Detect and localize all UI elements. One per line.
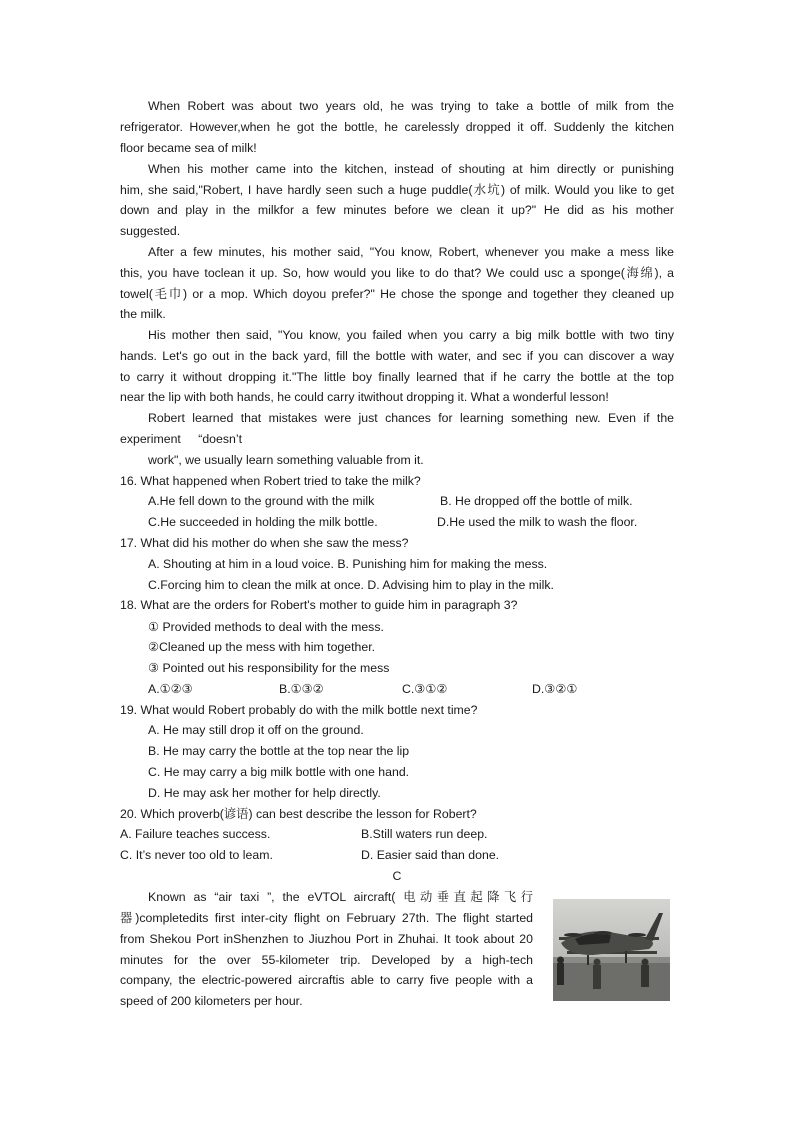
passage-b-p3-line3: towel(毛巾) or a mop. Which doyou prefer?" He chose the sponge and together they cleaned up — [120, 287, 674, 301]
passage-b-p4-line2: hands. Let's go out in the back yard, fill the bottle with water, and sec if you can discover a way — [120, 349, 674, 363]
passage-b-p3-line2: this, you have toclean it up. So, how would you like to do that? We could usc a sponge(海绵), a — [120, 266, 674, 280]
evtol-aircraft-photo — [553, 899, 670, 1001]
passage-b-p5-line2: experiment “doesn’t — [120, 432, 242, 446]
passage-b-p2-line4: suggested. — [120, 224, 181, 238]
passage-c-line1: Known as “air taxi ”, the eVTOL aircraft( 电动垂直起降飞行 — [148, 890, 533, 904]
question-18-option-a: A.①②③ — [148, 682, 193, 696]
question-16-option-d: D.He used the milk to wash the floor. — [437, 515, 638, 529]
question-19-option-a: A. He may still drop it off on the ground. — [148, 723, 364, 737]
question-20-option-a: A. Failure teaches success. — [120, 827, 271, 841]
passage-c-heading: C — [392, 869, 402, 883]
passage-b-p1-line1: When Robert was about two years old, he was trying to take a bottle of milk from the — [148, 99, 674, 113]
passage-c-line3: from Shekou Port inShenzhen to Jiuzhou Port in Zhuhai. It took about 20 — [120, 932, 533, 946]
question-20-stem: 20. Which proverb(谚语) can best describe the lesson for Robert? — [120, 807, 477, 821]
passage-b-p3-line1: After a few minutes, his mother said, "You know, Robert, whenever you make a mess like — [148, 245, 674, 259]
question-18-item-2: ②Cleaned up the mess with him together. — [148, 640, 376, 654]
question-18-item-3: ③ Pointed out his responsibility for the mess — [148, 661, 390, 675]
passage-c-line4: minutes for the over 55-kilometer trip. Developed by a high-tech — [120, 953, 533, 967]
question-17-options-ab: A. Shouting at him in a loud voice. B. Punishing him for making the mess. — [148, 557, 548, 571]
question-16-option-c: C.He succeeded in holding the milk bottle. — [148, 515, 378, 529]
question-18-option-d: D.③②① — [532, 682, 578, 696]
passage-b-p1-line3: floor became sea of milk! — [120, 141, 257, 155]
passage-b-p1-line2: refrigerator. However,when he got the bottle, he carelessly dropped it off. Suddenly the kitchen — [120, 120, 674, 134]
passage-b-p2-line1: When his mother came into the kitchen, instead of shouting at him directly or punishing — [148, 162, 674, 176]
question-16-option-a: A.He fell down to the ground with the milk — [148, 494, 375, 508]
question-18-option-b: B.①③② — [279, 682, 324, 696]
question-17-stem: 17. What did his mother do when she saw the mess? — [120, 536, 409, 550]
question-16-stem: 16. What happened when Robert tried to take the milk? — [120, 474, 421, 488]
passage-b-p3-line4: the milk. — [120, 307, 166, 321]
question-20-option-b: B.Still waters run deep. — [361, 827, 488, 841]
question-20-option-d: D. Easier said than done. — [361, 848, 500, 862]
question-20-option-c: C. It’s never too old to leam. — [120, 848, 273, 862]
passage-c-line5: company, the electric-powered aircraftis able to carry five people with a — [120, 973, 533, 987]
passage-b-p5-line3: work", we usually learn something valuable from it. — [148, 453, 424, 467]
passage-b-p2-line2: him, she said,"Robert, I have hardly seen such a huge puddle(水坑) of milk. Would you like to get — [120, 183, 674, 197]
question-18-item-1: ① Provided methods to deal with the mess. — [148, 620, 384, 634]
question-19-option-b: B. He may carry the bottle at the top near the lip — [148, 744, 410, 758]
question-19-option-c: C. He may carry a big milk bottle with one hand. — [148, 765, 410, 779]
passage-b-p4-line1: His mother then said, "You know, you failed when you carry a big milk bottle with two tiny — [148, 328, 674, 342]
passage-b-p4-line3: to carry it without dropping it."The little boy finally learned that if he carry the bottle at the top — [120, 370, 674, 384]
question-18-stem: 18. What are the orders for Robert's mother to guide him in paragraph 3? — [120, 598, 518, 612]
question-19-stem: 19. What would Robert probably do with the milk bottle next time? — [120, 703, 478, 717]
passage-b-p5-line1: Robert learned that mistakes were just chances for learning something new. Even if the — [148, 411, 674, 425]
passage-c-line2: 器)completedits first inter-city flight on February 27th. The flight started — [120, 911, 533, 925]
passage-b-p4-line4: near the lip with both hands, he could carry itwithout dropping it. What a wonderful lesson! — [120, 390, 609, 404]
question-18-option-c: C.③①② — [402, 682, 448, 696]
question-19-option-d: D. He may ask her mother for help directly. — [148, 786, 381, 800]
passage-b-p2-line3: down and play in the milkfor a few minutes before we clean it up?" He did as his mother — [120, 203, 674, 217]
passage-c-line6: speed of 200 kilometers per hour. — [120, 994, 303, 1008]
question-16-option-b: B. He dropped off the bottle of milk. — [440, 494, 633, 508]
question-17-options-cd: C.Forcing him to clean the milk at once. D. Advising him to play in the milk. — [148, 578, 554, 592]
